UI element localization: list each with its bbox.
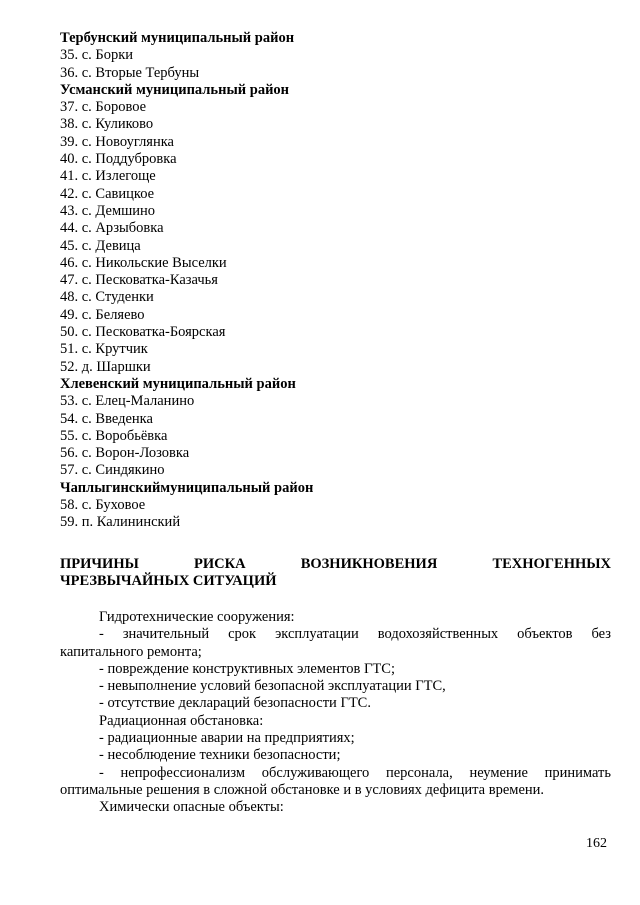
list-item: 35. с. Борки bbox=[60, 47, 134, 64]
district-heading: Хлевенский муниципальный район bbox=[60, 375, 296, 392]
list-item: 58. с. Буховое bbox=[60, 497, 146, 514]
paragraph: - отсутствие деклараций безопасности ГТС. bbox=[99, 695, 371, 712]
title-word: ТЕХНОГЕННЫХ bbox=[492, 556, 611, 572]
list-item: 38. с. Куликово bbox=[60, 116, 154, 133]
list-item: 53. с. Елец-Маланино bbox=[60, 393, 195, 410]
section-title-line-1 bbox=[60, 556, 611, 573]
list-item: 45. с. Девица bbox=[60, 237, 141, 254]
list-item: 50. с. Песковатка-Боярская bbox=[60, 324, 226, 341]
page-number: 162 bbox=[586, 836, 607, 851]
paragraph: - несоблюдение техники безопасности; bbox=[99, 747, 341, 764]
list-item: 44. с. Арзыбовка bbox=[60, 220, 164, 237]
list-item: 43. с. Демшино bbox=[60, 202, 156, 219]
list-item: 46. с. Никольские Выселки bbox=[60, 254, 227, 271]
section-title bbox=[60, 556, 611, 591]
paragraph: - радиационные аварии на предприятиях; bbox=[99, 730, 355, 747]
list-item: 37. с. Боровое bbox=[60, 99, 147, 116]
district-heading: Усманский муниципальный район bbox=[60, 81, 290, 98]
title-word: ПРИЧИНЫ bbox=[60, 556, 139, 572]
district-heading: Тербунский муниципальный район bbox=[60, 30, 295, 46]
paragraph: - значительный срок эксплуатации водохозяйственных объектов без bbox=[99, 626, 611, 643]
title-word: ВОЗНИКНОВЕНИЯ bbox=[300, 556, 438, 572]
paragraph-heading: Гидротехнические сооружения: bbox=[99, 609, 295, 625]
list-item: 36. с. Вторые Тербуны bbox=[60, 64, 200, 81]
settlement-list bbox=[60, 30, 580, 532]
paragraph: - повреждение конструктивных элементов ГТС; bbox=[99, 660, 395, 677]
list-item: 57. с. Синдякино bbox=[60, 462, 165, 479]
title-word: РИСКА bbox=[193, 556, 246, 572]
list-item: 52. д. Шаршки bbox=[60, 358, 151, 375]
list-item: 39. с. Новоуглянка bbox=[60, 133, 174, 150]
paragraph: оптимальные решения в сложной обстановке и в условиях дефицита времени. bbox=[60, 781, 545, 798]
paragraph-heading: Химически опасные объекты: bbox=[99, 799, 284, 816]
paragraph: - невыполнение условий безопасной эксплуатации ГТС, bbox=[99, 678, 446, 695]
list-item: 47. с. Песковатка-Казачья bbox=[60, 272, 218, 289]
list-item: 51. с. Крутчик bbox=[60, 341, 148, 358]
list-item: 48. с. Студенки bbox=[60, 289, 154, 306]
paragraph: - непрофессионализм обслуживающего персонала, неумение принимать bbox=[99, 764, 611, 781]
list-item: 59. п. Калининский bbox=[60, 514, 181, 531]
list-item: 40. с. Поддубровка bbox=[60, 151, 177, 168]
district-heading: Чаплыгинскиймуниципальный район bbox=[60, 479, 314, 496]
list-item: 55. с. Воробьёвка bbox=[60, 427, 168, 444]
list-item: 54. с. Введенка bbox=[60, 410, 153, 427]
paragraph: капитального ремонта; bbox=[60, 643, 202, 660]
list-item: 56. с. Ворон-Лозовка bbox=[60, 445, 190, 462]
list-item: 49. с. Беляево bbox=[60, 306, 145, 323]
section-title-line-2: ЧРЕЗВЫЧАЙНЫХ СИТУАЦИЙ bbox=[60, 573, 277, 590]
paragraph-heading: Радиационная обстановка: bbox=[99, 712, 264, 729]
list-item: 42. с. Савицкое bbox=[60, 185, 155, 202]
list-item: 41. с. Излегоще bbox=[60, 168, 156, 185]
body-text bbox=[60, 609, 611, 817]
